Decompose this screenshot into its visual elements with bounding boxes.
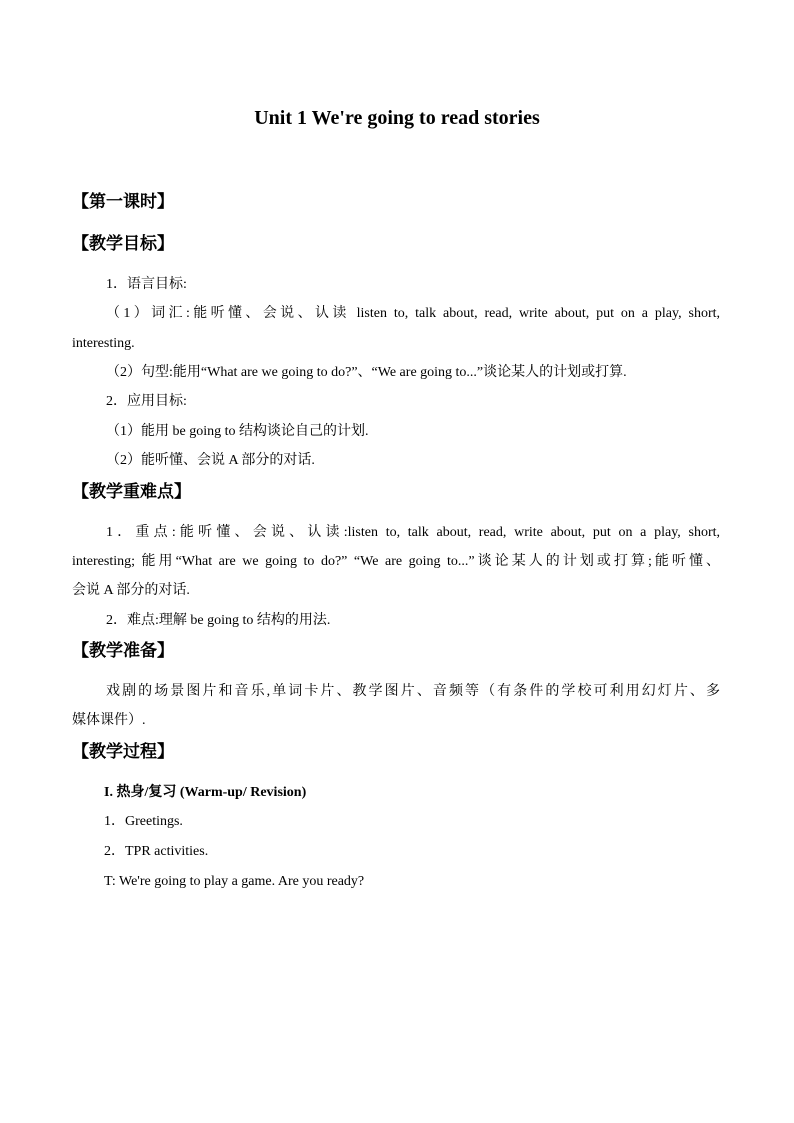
text-line: T: We're going to play a game. Are you ready? [104, 874, 365, 889]
text-line: 1．语言目标: [106, 277, 187, 292]
subsection-heading-warmup: I. 热身/复习 (Warm-up/ Revision) [104, 785, 307, 800]
text-line: 会说 A 部分的对话. [72, 583, 190, 598]
text-line: interesting. [72, 336, 135, 351]
text-line: 戏剧的场景图片和音乐,单词卡片、教学图片、音频等（有条件的学校可利用幻灯片、多 [106, 684, 720, 699]
section-heading-preparation: 【教学准备】 [72, 641, 174, 661]
section-heading-key-points: 【教学重难点】 [72, 482, 191, 502]
text-line: （1）能用 be going to 结构谈论自己的计划. [106, 424, 369, 439]
section-heading-teaching-goals: 【教学目标】 [72, 234, 174, 254]
text-line: 2．TPR activities. [104, 844, 209, 859]
text-line: 媒体课件）. [72, 713, 146, 728]
text-line: 1．Greetings. [104, 814, 183, 829]
section-heading-process: 【教学过程】 [72, 742, 174, 762]
text-line: （1）词汇:能听懂、会说、认读 listen to, talk about, read, write about, put on a play, short, [106, 306, 720, 321]
document-title: Unit 1 We're going to read stories [254, 107, 540, 129]
text-line: 1．重点:能听懂、会说、认读:listen to, talk about, read, write about, put on a play, short, [106, 525, 720, 540]
text-line: （2）能听懂、会说 A 部分的对话. [106, 453, 315, 468]
section-heading-first-lesson: 【第一课时】 [72, 192, 174, 212]
text-line: （2）句型:能用“What are we going to do?”、“We are going to...”谈论某人的计划或打算. [106, 365, 627, 380]
text-line: 2．难点:理解 be going to 结构的用法. [106, 613, 331, 628]
text-line: interesting; 能用“What are we going to do?” “We are going to...”谈论某人的计划或打算;能听懂、 [72, 554, 720, 569]
text-line: 2．应用目标: [106, 394, 187, 409]
